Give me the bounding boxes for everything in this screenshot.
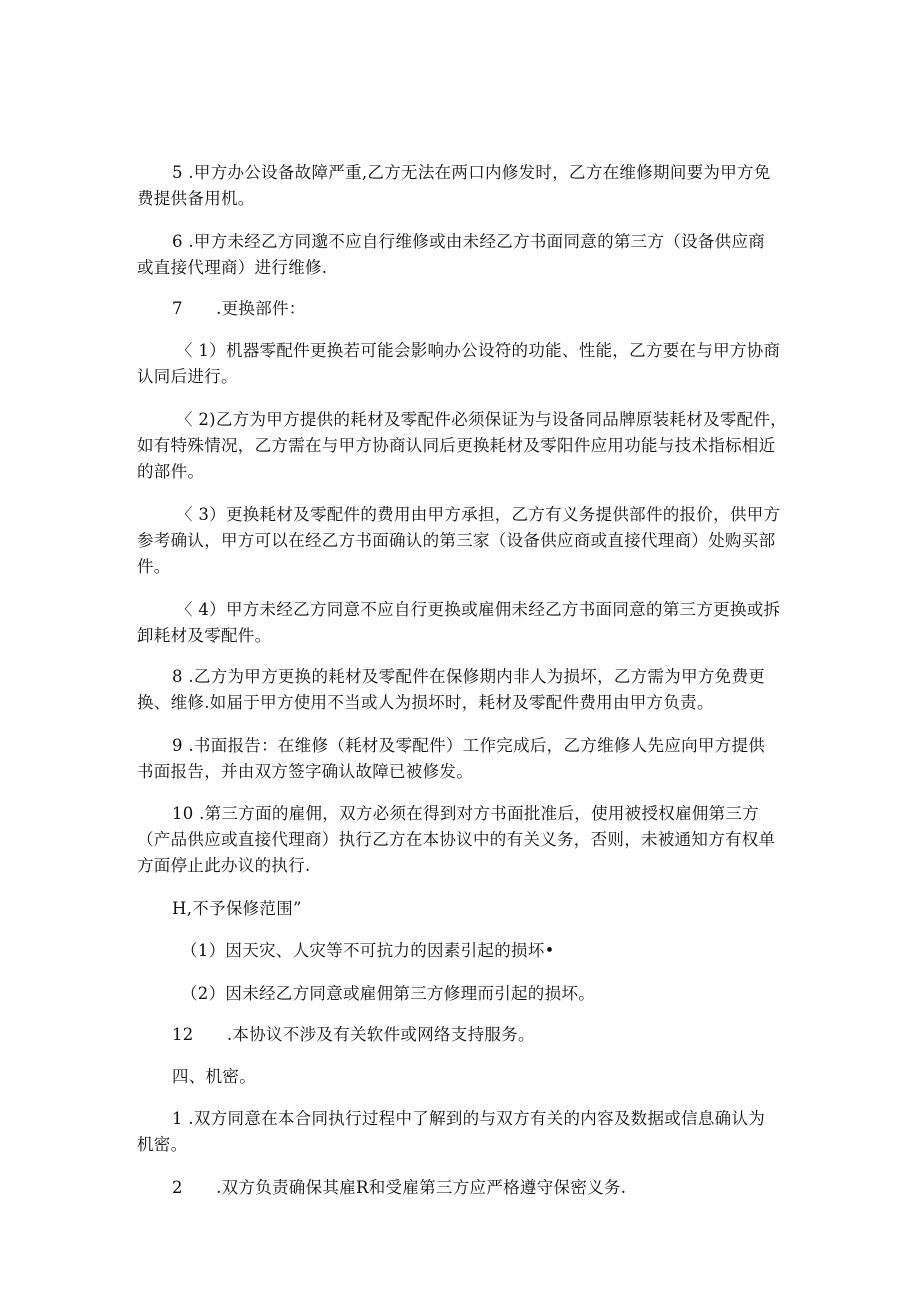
paragraph-5-line-2: 费提供备用机。 xyxy=(137,189,255,208)
paragraph-7-3-line-3: 件。 xyxy=(137,557,171,576)
paragraph-7-4-line-1: 〈 4）甲方未经乙方同意不应自行更换或雇佣未经乙方书面同意的第三方更换或拆 xyxy=(176,600,781,619)
paragraph-10-line-3: 方面停止此办议的执行. xyxy=(137,856,311,875)
paragraph-7-2-line-2: 如有特殊情况，乙方需在与甲方协商认同后更换耗材及零阳件应用功能与技术指标相近 xyxy=(137,436,776,455)
paragraph-7-3-line-2: 参考确认，甲方可以在经乙方书面确认的第三家（设备供应商或直接代理商）处购买部 xyxy=(137,531,776,550)
paragraph-5-line-1: 5 .甲方办公设备故障严重,乙方无法在两口内修发时，乙方在维修期间要为甲方免 xyxy=(172,163,771,182)
paragraph-8-line-1: 8 .乙方为甲方更换的耗材及零配件在保修期内非人为损坏，乙方需为甲方免费更 xyxy=(172,667,766,686)
paragraph-7-1-line-1: 〈 1）机器零配件更换若可能会影响办公设符的功能、性能，乙方要在与甲方协商 xyxy=(176,341,781,360)
paragraph-12: 12 .本协议不涉及有关软件或网络支持服务。 xyxy=(172,1025,535,1044)
paragraph-7-2-line-1: 〈 2)乙方为甲方提供的耗材及零配件必须保证为与设备同品牌原装耗材及零配件， xyxy=(176,410,788,429)
paragraph-6-line-1: 6 .甲方未经乙方同邈不应自行维修或由未经乙方书面同意的第三方（设备供应商 xyxy=(172,232,766,251)
paragraph-7-1-line-2: 认同后进行。 xyxy=(137,367,238,386)
paragraph-10-line-2: （产品供应或直接代理商）执行乙方在本协议中的有关义务，否则，未被通知方有权单 xyxy=(137,830,776,849)
paragraph-7-4-line-2: 卸耗材及零配件。 xyxy=(137,626,272,645)
paragraph-10-line-1: 10 .第三方面的雇佣，双方必须在得到对方书面批准后，使用被授权雇佣第三方 xyxy=(172,804,760,823)
paragraph-7-3-line-1: 〈 3）更换耗材及零配件的费用由甲方承担，乙方有义务提供部件的报价，供甲方 xyxy=(176,505,781,524)
paragraph-9-line-2: 书面报告，并由双方签字确认故障已被修发。 xyxy=(137,762,473,781)
section-4-item-1-line-1: 1 .双方同意在本合同执行过程中了解到的与双方有关的内容及数据或信息确认为 xyxy=(172,1109,766,1128)
section-4-item-1-line-2: 机密。 xyxy=(137,1135,188,1154)
paragraph-11-2: （2）因未经乙方同意或雇佣第三方修理而引起的损坏。 xyxy=(181,984,595,1003)
paragraph-7-2-line-3: 的部件。 xyxy=(137,462,205,481)
section-4-heading: 四、机密。 xyxy=(172,1067,256,1086)
paragraph-11-heading: H,不予保修范围” xyxy=(172,899,302,918)
paragraph-9-line-1: 9 .书面报告：在维修（耗材及零配件）工作完成后，乙方维修人先应向甲方提供 xyxy=(172,736,766,755)
paragraph-6-line-2: 或直接代理商）进行维修. xyxy=(137,258,328,277)
paragraph-8-line-2: 换、维修.如届于甲方使用不当或人为损坏时，耗材及零配件费用由甲方负责。 xyxy=(137,693,714,712)
paragraph-7-heading: 7 .更换部件： xyxy=(172,299,306,318)
section-4-item-2: 2 .双方负责确保其雇R和受雇第三方应严格遵守保密义务. xyxy=(172,1178,627,1197)
paragraph-11-1: （1）因天灾、人灾等不可抗力的因素引起的损坏• xyxy=(181,941,555,960)
